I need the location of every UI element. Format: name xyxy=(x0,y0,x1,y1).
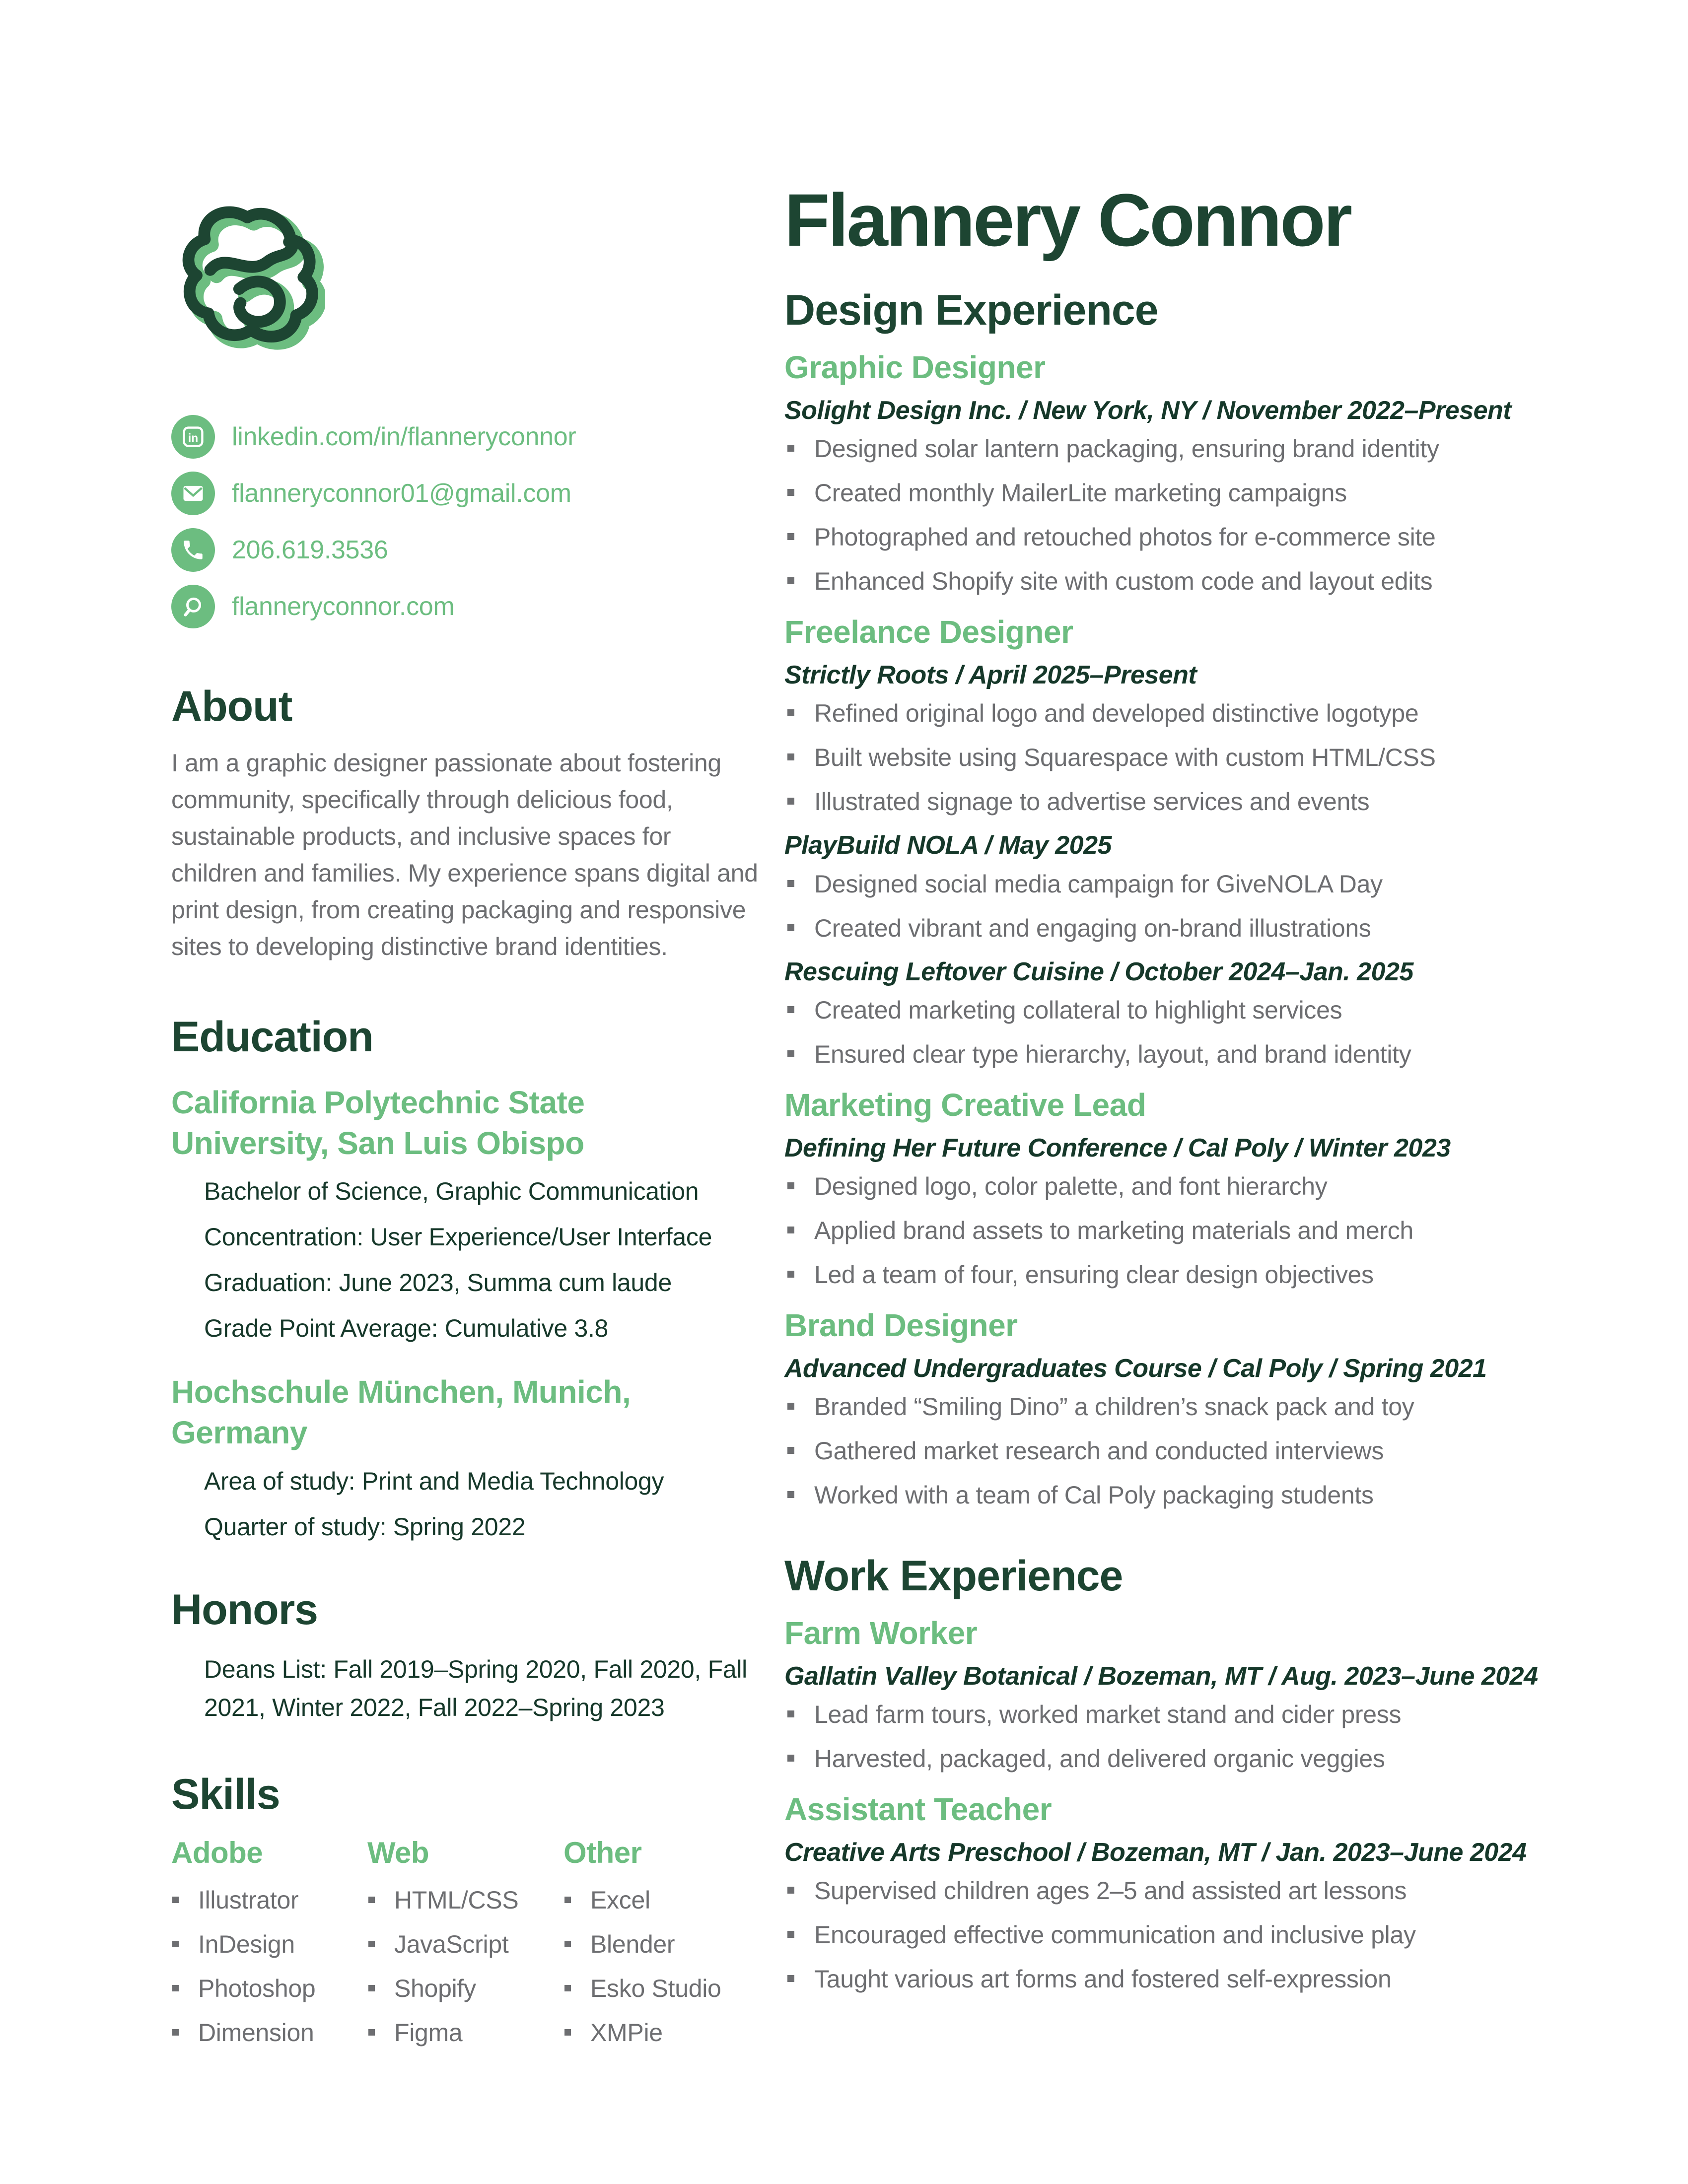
skill-item: InDesign xyxy=(171,1931,367,1958)
skill-item: Excel xyxy=(563,1887,772,1914)
phone-number: 206.619.3536 xyxy=(232,536,388,564)
school-detail: Concentration: User Experience/User Interface xyxy=(204,1223,712,1251)
role-title-marketing-creative-lead: Marketing Creative Lead xyxy=(784,1087,1146,1123)
bullet-item: Designed logo, color palette, and font hierarchy xyxy=(784,1170,1599,1202)
contact-linkedin[interactable] xyxy=(171,415,772,459)
bullet-item: Lead farm tours, worked market stand and cider press xyxy=(784,1699,1599,1730)
design-experience-title: Design Experience xyxy=(784,286,1158,334)
skill-group-web xyxy=(367,1836,563,2063)
bullet-list xyxy=(784,1875,1599,1995)
bullet-item: Created marketing collateral to highlight services xyxy=(784,994,1599,1026)
engagement-meta: Advanced Undergraduates Course / Cal Poly / Spring 2021 xyxy=(784,1354,1487,1383)
skill-item: Dimension xyxy=(171,2019,367,2047)
role-title-assistant-teacher: Assistant Teacher xyxy=(784,1791,1052,1828)
linkedin-icon xyxy=(171,415,215,459)
bullet-item: Illustrated signage to advertise services and events xyxy=(784,786,1599,818)
fc-monogram-logo xyxy=(171,193,325,356)
page-title: Flannery Connor xyxy=(784,178,1351,262)
linkedin-url: linkedin.com/in/flanneryconnor xyxy=(232,422,576,451)
bullet-item: Designed solar lantern packaging, ensuring brand identity xyxy=(784,433,1599,465)
bullet-item: Created vibrant and engaging on-brand illustrations xyxy=(784,912,1599,944)
bullet-list xyxy=(784,994,1599,1070)
school-detail: Area of study: Print and Media Technology xyxy=(204,1467,664,1496)
skill-item: Photoshop xyxy=(171,1975,367,2002)
bullet-list xyxy=(784,433,1599,597)
contact-email[interactable] xyxy=(171,472,772,515)
bullet-item: Created monthly MailerLite marketing campaigns xyxy=(784,477,1599,509)
skill-group-other xyxy=(563,1836,772,2063)
skills-title: Skills xyxy=(171,1770,280,1818)
email-address: flanneryconnor01@gmail.com xyxy=(232,479,571,508)
skill-item: Blender xyxy=(563,1931,772,1958)
magnifier-icon xyxy=(171,585,215,628)
skill-group-title: Other xyxy=(563,1836,642,1869)
honors-item: Deans List: Fall 2019–Spring 2020, Fall 2020, Fall 2021, Winter 2022, Fall 2022–Spring 2023 xyxy=(204,1655,747,1722)
role-title-graphic-designer: Graphic Designer xyxy=(784,349,1046,386)
skill-item: Figma xyxy=(367,2019,563,2047)
bullet-item: Harvested, packaged, and delivered organic veggies xyxy=(784,1743,1599,1774)
bullet-item: Ensured clear type hierarchy, layout, and brand identity xyxy=(784,1038,1599,1070)
skill-group-adobe xyxy=(171,1836,367,2063)
about-title: About xyxy=(171,682,292,730)
bullet-list xyxy=(784,1699,1599,1774)
bullet-item: Gathered market research and conducted interviews xyxy=(784,1435,1599,1467)
bullet-list xyxy=(784,1170,1599,1291)
engagement-meta: Solight Design Inc. / New York, NY / November 2022–Present xyxy=(784,396,1512,425)
school-name: Hochschule München, Munich, Germany xyxy=(171,1374,631,1451)
role-title-brand-designer: Brand Designer xyxy=(784,1307,1018,1344)
engagement-meta: Defining Her Future Conference / Cal Poly / Winter 2023 xyxy=(784,1133,1451,1162)
school-details xyxy=(171,1176,772,1343)
skill-item: HTML/CSS xyxy=(367,1887,563,1914)
email-icon xyxy=(171,472,215,515)
school-detail: Quarter of study: Spring 2022 xyxy=(204,1513,526,1541)
school-detail: Bachelor of Science, Graphic Communication xyxy=(204,1177,699,1206)
education-title: Education xyxy=(171,1013,373,1061)
bullet-item: Worked with a team of Cal Poly packaging students xyxy=(784,1479,1599,1511)
bullet-item: Refined original logo and developed distinctive logotype xyxy=(784,697,1599,729)
skill-item: Esko Studio xyxy=(563,1975,772,2002)
skill-item: XMPie xyxy=(563,2019,772,2047)
role-title-freelance-designer: Freelance Designer xyxy=(784,614,1073,650)
bullet-list xyxy=(784,868,1599,944)
bullet-item: Led a team of four, ensuring clear design objectives xyxy=(784,1259,1599,1291)
skill-item: Shopify xyxy=(367,1975,563,2002)
bullet-item: Supervised children ages 2–5 and assisted art lessons xyxy=(784,1875,1599,1907)
school-detail: Grade Point Average: Cumulative 3.8 xyxy=(204,1314,609,1343)
skill-group-title: Adobe xyxy=(171,1836,263,1869)
bullet-item: Designed social media campaign for GiveNOLA Day xyxy=(784,868,1599,900)
engagement-meta: Rescuing Leftover Cuisine / October 2024–Jan. 2025 xyxy=(784,957,1413,986)
contact-phone[interactable] xyxy=(171,528,772,572)
left-column xyxy=(171,193,772,2063)
contact-website[interactable] xyxy=(171,585,772,628)
bullet-item: Taught various art forms and fostered self-expression xyxy=(784,1963,1599,1995)
bullet-list xyxy=(784,697,1599,818)
about-body: I am a graphic designer passionate about fostering community, specifically through delicious food, sustainable products, and inclusive spaces for children and families. My experience spans digital and print design, from creating packaging and responsive sites to developing distinctive brand identities. xyxy=(171,749,758,961)
engagement-meta: Gallatin Valley Botanical / Bozeman, MT / Aug. 2023–June 2024 xyxy=(784,1661,1538,1691)
bullet-item: Applied brand assets to marketing materials and merch xyxy=(784,1215,1599,1246)
website-url: flanneryconnor.com xyxy=(232,592,455,621)
bullet-item: Encouraged effective communication and inclusive play xyxy=(784,1919,1599,1951)
school-name: California Polytechnic State University, San Luis Obispo xyxy=(171,1084,585,1161)
bullet-item: Built website using Squarespace with custom HTML/CSS xyxy=(784,742,1599,773)
work-experience-title: Work Experience xyxy=(784,1552,1123,1600)
role-title-farm-worker: Farm Worker xyxy=(784,1615,978,1651)
skill-group-title: Web xyxy=(367,1836,429,1869)
bullet-list xyxy=(784,1391,1599,1511)
engagement-meta: Strictly Roots / April 2025–Present xyxy=(784,660,1197,689)
skill-item: JavaScript xyxy=(367,1931,563,1958)
right-column xyxy=(784,178,1599,2007)
engagement-meta: Creative Arts Preschool / Bozeman, MT / Jan. 2023–June 2024 xyxy=(784,1838,1527,1867)
svg-text:in: in xyxy=(188,431,199,444)
skill-item: Illustrator xyxy=(171,1887,367,1914)
school-details xyxy=(171,1466,772,1542)
contact-list xyxy=(171,415,772,628)
skill-groups xyxy=(171,1836,772,2063)
bullet-item: Photographed and retouched photos for e-commerce site xyxy=(784,521,1599,553)
bullet-item: Branded “Smiling Dino” a children’s snack pack and toy xyxy=(784,1391,1599,1423)
school-detail: Graduation: June 2023, Summa cum laude xyxy=(204,1269,672,1297)
bullet-item: Enhanced Shopify site with custom code and layout edits xyxy=(784,565,1599,597)
honors-title: Honors xyxy=(171,1586,318,1634)
phone-icon xyxy=(171,528,215,572)
engagement-meta: PlayBuild NOLA / May 2025 xyxy=(784,831,1112,860)
